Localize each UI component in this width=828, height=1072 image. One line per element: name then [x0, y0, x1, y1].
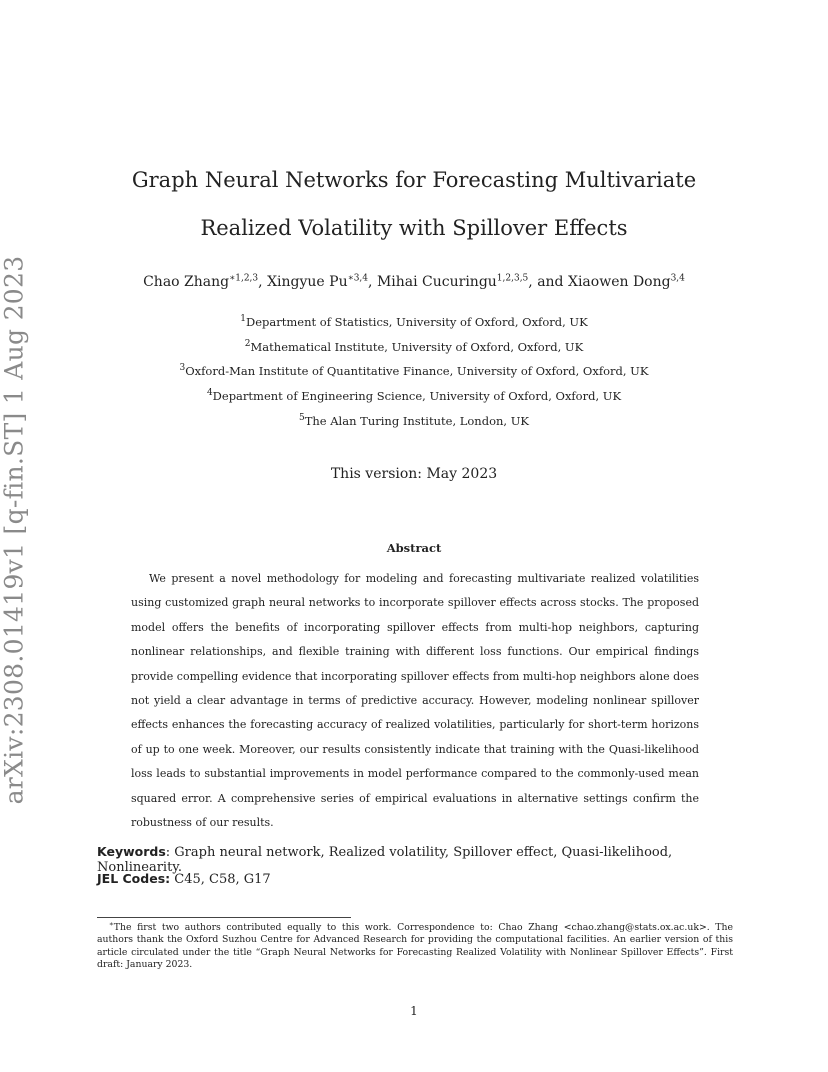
author-name: Xingyue Pu	[267, 274, 348, 290]
affiliation-text: Oxford-Man Institute of Quantitative Finance, University of Oxford, Oxford, UK	[185, 364, 649, 378]
affiliation-number: 4	[206, 388, 213, 399]
affiliation	[100, 414, 728, 428]
footnote-mark: ∗	[109, 919, 114, 928]
affiliation	[100, 389, 728, 403]
abstract-heading: Abstract	[386, 541, 442, 555]
affiliation-text: Department of Engineering Science, University of Oxford, Oxford, UK	[212, 389, 622, 403]
footnote-text: The first two authors contributed equally to this work. Correspondence to: Chao Zhang <chao.zhang@stats.ox.ac.uk>. The authors thank the Oxford Suzhou Centre for Advanced Research for providing the computational facilities. An earlier version of this article circulated under the title “Graph Neural Networks for Forecasting Realized Volatility with Nonlinear Spillover Effects”. First draft: January 2023.	[97, 922, 733, 971]
jel-codes-line	[97, 871, 737, 887]
jel-text: C45, C58, G17	[170, 872, 271, 887]
jel-label: JEL Codes:	[97, 871, 171, 886]
affiliation-number: 5	[298, 413, 305, 424]
author-affil-marks: ∗3,4	[347, 273, 369, 284]
arxiv-id[interactable]: arXiv:2308.01419v1 [q-fin.ST] 1 Aug 2023	[0, 255, 29, 805]
footnote-rule	[97, 917, 351, 918]
author-affil-marks: ∗1,2,3	[229, 273, 259, 284]
affiliation-text: Department of Statistics, University of Oxford, Oxford, UK	[246, 315, 588, 329]
author-name: Mihai Cucuringu	[376, 274, 497, 290]
author	[267, 274, 377, 290]
author-name: Chao Zhang	[143, 274, 230, 290]
affiliation-text: The Alan Turing Institute, London, UK	[304, 414, 530, 428]
author-affil-marks: 3,4	[670, 273, 685, 284]
author-list	[60, 274, 768, 290]
footnote	[97, 919, 733, 972]
author-affil-marks: 1,2,3,5	[496, 273, 529, 284]
affiliation-text: Mathematical Institute, University of Oxford, Oxford, UK	[250, 340, 584, 354]
author-separator: ,	[368, 274, 377, 290]
abstract-text: We present a novel methodology for modeling and forecasting multivariate realized volatilities using customized graph neural networks to incorporate spillover effects across stocks. The proposed model offers the benefits of incorporating spillover effects from multi-hop neighbors, capturing nonlinear relationships, and flexible training with different loss functions. Our empirical findings provide compelling evidence that incorporating spillover effects from multi-hop neighbors alone does not yield a clear advantage in terms of predictive accuracy. However, modeling nonlinear spillover effects enhances the forecasting accuracy of realized volatilities, particularly for short-term horizons of up to one week. Moreover, our results consistently indicate that training with the Quasi-likelihood loss leads to substantial improvements in model performance compared to the commonly-used mean squared error. A comprehensive series of empirical evaluations in alternative settings confirm the robustness of our results.	[131, 572, 699, 830]
author	[377, 274, 568, 290]
author-name: Xiaowen Dong	[567, 274, 671, 290]
paper-title-line-2: Realized Volatility with Spillover Effects	[200, 216, 628, 240]
affiliation-number: 3	[179, 363, 186, 374]
keywords-text: : Graph neural network, Realized volatility, Spillover effect, Quasi-likelihood, Nonlinearity.	[97, 845, 673, 875]
author	[143, 274, 267, 290]
author-separator: ,	[258, 274, 268, 290]
author	[568, 274, 685, 290]
author-separator: , and	[528, 274, 568, 290]
affiliation-number: 1	[240, 314, 247, 325]
paper-title-line-1: Graph Neural Networks for Forecasting Multivariate	[131, 168, 697, 192]
affiliation	[100, 364, 728, 378]
page-number: 1	[410, 1004, 418, 1018]
affiliation	[100, 315, 728, 329]
version-date: This version: May 2023	[330, 466, 498, 482]
keywords-label: Keywords	[97, 844, 166, 859]
affiliation-number: 2	[244, 339, 251, 350]
affiliation	[100, 340, 728, 354]
